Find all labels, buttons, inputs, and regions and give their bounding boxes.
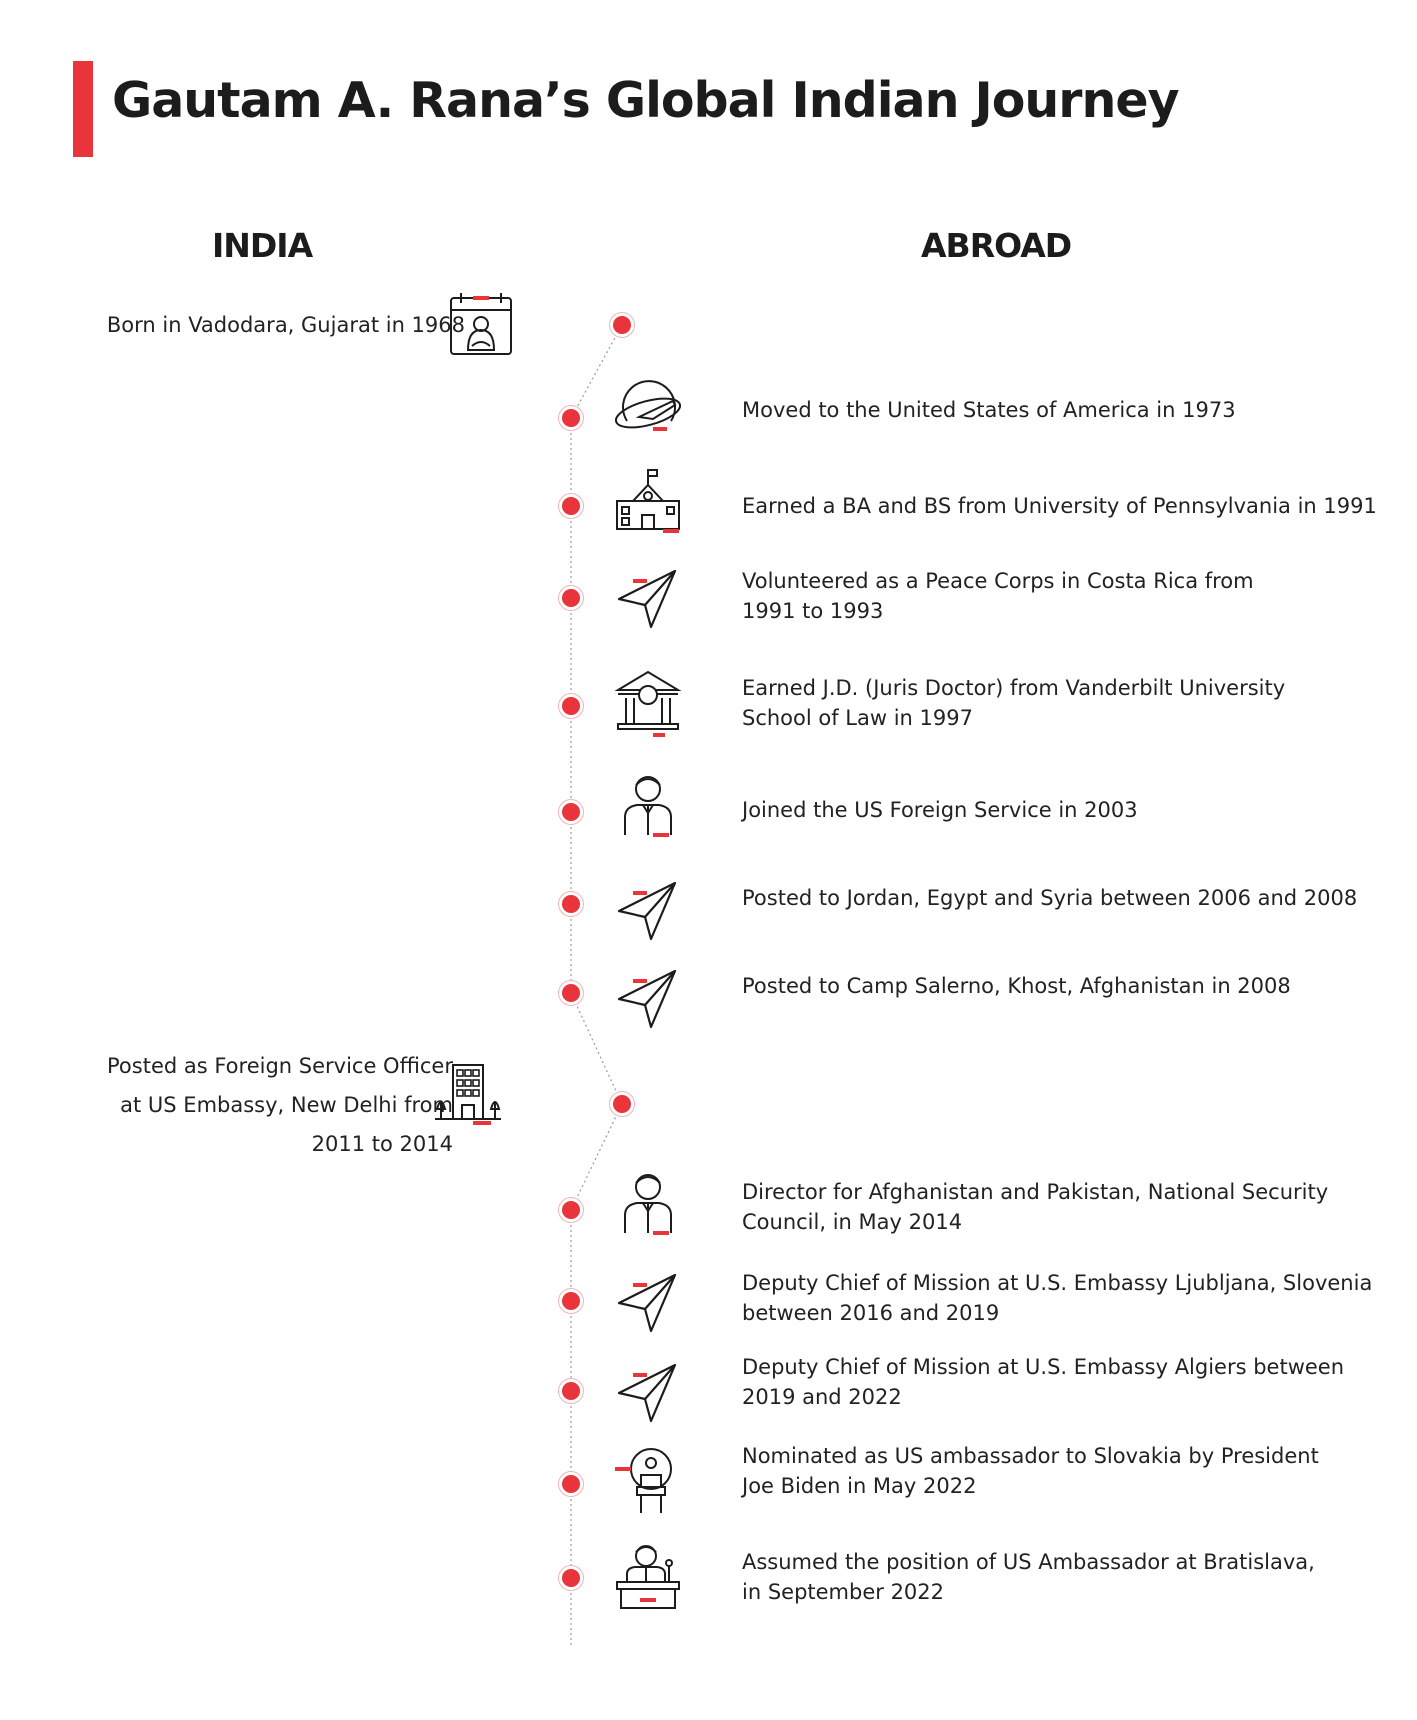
globe-plane-icon: [613, 373, 683, 443]
event-text: [107, 310, 465, 340]
event-text-line: Deputy Chief of Mission at U.S. Embassy Algiers between: [742, 1355, 1345, 1379]
page-title: Gautam A. Rana’s Global Indian Journey: [112, 72, 1179, 129]
event-text-line: Moved to the United States of America in 1973: [742, 398, 1236, 422]
timeline-node: [562, 697, 580, 715]
event-text-line: 1991 to 1993: [742, 599, 884, 623]
paper-plane-icon: [613, 875, 683, 945]
event-text-line: Posted to Jordan, Egypt and Syria between 2006 and 2008: [742, 886, 1358, 910]
event-text-line: in September 2022: [742, 1580, 945, 1604]
timeline-node: [613, 1095, 631, 1113]
timeline-node: [562, 1569, 580, 1587]
timeline-node: [562, 1382, 580, 1400]
courthouse-icon: [613, 668, 683, 738]
official-person-icon: [613, 1169, 683, 1239]
timeline-node: [562, 497, 580, 515]
paper-plane-icon: [613, 963, 683, 1033]
event-text-line: Volunteered as a Peace Corps in Costa Rica from: [742, 569, 1254, 593]
event-text-line: Joe Biden in May 2022: [742, 1474, 977, 1498]
timeline-node: [562, 1475, 580, 1493]
event-text: [742, 971, 1291, 1001]
event-text-line: Joined the US Foreign Service in 2003: [742, 798, 1138, 822]
timeline-node: [562, 409, 580, 427]
event-text-line: Deputy Chief of Mission at U.S. Embassy Ljubljana, Slovenia: [742, 1271, 1373, 1295]
paper-plane-icon: [613, 1357, 683, 1427]
ambassador-podium-icon: [613, 1542, 683, 1612]
event-text-line: Director for Afghanistan and Pakistan, National Security: [742, 1180, 1329, 1204]
event-text: [742, 1177, 1328, 1237]
paper-plane-icon: [613, 563, 683, 633]
event-text-line: between 2016 and 2019: [742, 1301, 1000, 1325]
event-text: [742, 795, 1138, 825]
timeline-node: [562, 803, 580, 821]
event-text-line: Posted as Foreign Service Officer: [107, 1054, 453, 1078]
event-text-line: Assumed the position of US Ambassador at Bratislava,: [742, 1550, 1315, 1574]
event-text: [742, 1547, 1315, 1607]
event-text: [742, 395, 1236, 425]
timeline-node: [562, 589, 580, 607]
timeline-node: [562, 1292, 580, 1310]
timeline-node: [613, 316, 631, 334]
column-heading-india: INDIA: [212, 226, 313, 265]
event-text: [742, 1352, 1344, 1412]
event-text-line: 2011 to 2014: [311, 1132, 453, 1156]
event-text-line: Earned a BA and BS from University of Pennsylvania in 1991: [742, 494, 1377, 518]
timeline-node: [562, 984, 580, 1002]
column-heading-abroad: ABROAD: [921, 226, 1072, 265]
event-text: [107, 1047, 453, 1164]
event-text-line: Posted to Camp Salerno, Khost, Afghanistan in 2008: [742, 974, 1291, 998]
event-text-line: School of Law in 1997: [742, 706, 973, 730]
paper-plane-icon: [613, 1267, 683, 1337]
event-text: [742, 1441, 1319, 1501]
event-text: [742, 673, 1285, 733]
event-text: [742, 883, 1357, 913]
event-text-line: Born in Vadodara, Gujarat in 1968: [106, 313, 465, 337]
official-person-icon: [613, 771, 683, 841]
event-text: [742, 566, 1254, 626]
event-text: [742, 491, 1377, 521]
event-text-line: at US Embassy, New Delhi from: [120, 1093, 453, 1117]
nominee-podium-icon: [613, 1447, 683, 1517]
event-text-line: Earned J.D. (Juris Doctor) from Vanderbilt University: [742, 676, 1286, 700]
school-building-icon: [613, 465, 683, 535]
event-text-line: 2019 and 2022: [742, 1385, 902, 1409]
event-text: [742, 1268, 1372, 1328]
timeline-node: [562, 1201, 580, 1219]
event-text-line: Council, in May 2014: [742, 1210, 963, 1234]
event-text-line: Nominated as US ambassador to Slovakia by President: [742, 1444, 1319, 1468]
timeline-node: [562, 895, 580, 913]
